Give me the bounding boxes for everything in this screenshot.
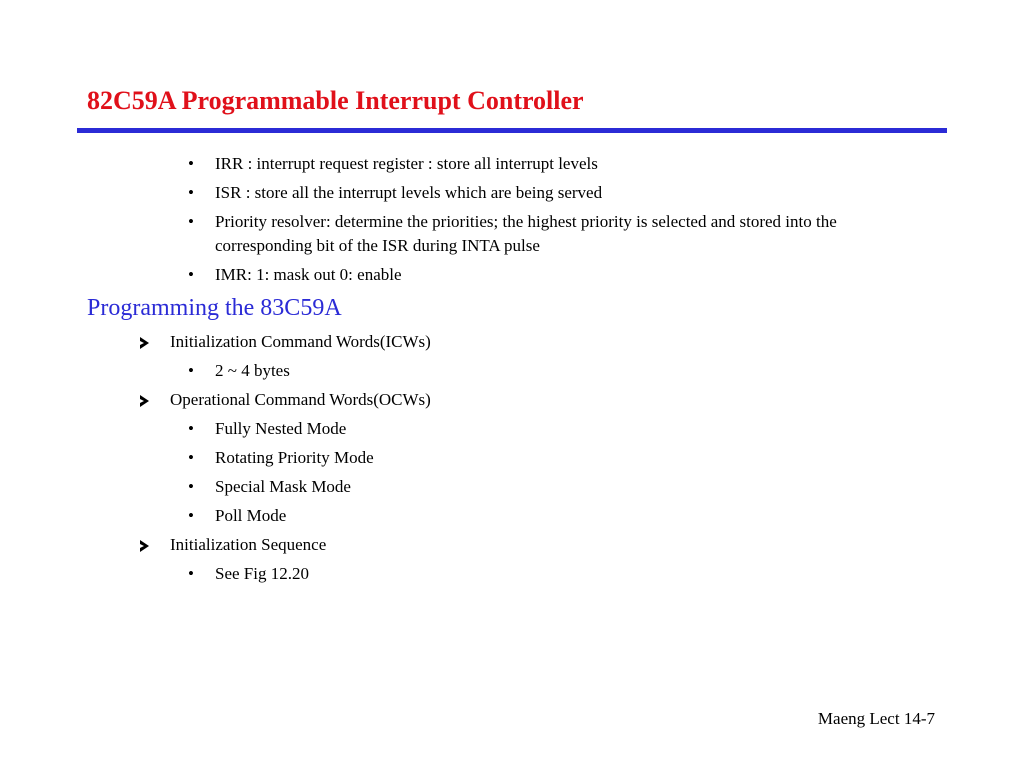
programming-outline [140,330,840,591]
bullet-dot-icon: • [188,477,194,496]
bullet-dot-icon: • [188,419,194,438]
outline-subitem [140,562,840,591]
slide-footer: Maeng Lect 14-7 [817,709,935,728]
outline-subitem [140,504,840,533]
bullet-dot-icon: • [188,506,194,525]
register-bullet-list [188,152,938,292]
outline-subitem-text: 2 ~ 4 bytes [215,361,290,380]
outline-label: Initialization Sequence [170,535,327,554]
outline-subitem [140,475,840,504]
section-heading: Programming the 83C59A [87,295,342,321]
bullet-dot-icon: • [188,154,194,173]
bullet-text: IRR : interrupt request register : store all interrupt levels [215,154,598,173]
bullet-text: IMR: 1: mask out 0: enable [215,265,402,284]
bullet-dot-icon: • [188,361,194,380]
outline-label: Initialization Command Words(ICWs) [170,332,431,351]
outline-subitem-text: Poll Mode [215,506,287,525]
outline-subitem [140,417,840,446]
arrow-bullet-icon [140,337,149,349]
arrow-bullet-icon [140,540,149,552]
title-divider [77,128,947,133]
outline-subitem-text: Fully Nested Mode [215,419,347,438]
bullet-dot-icon: • [188,564,194,583]
outline-subitem-text: Special Mask Mode [215,477,351,496]
outline-item [140,388,840,417]
bullet-item [188,181,938,205]
outline-item [140,533,840,562]
bullet-item [188,210,938,258]
outline-subitem [140,359,840,388]
outline-subitem-text: See Fig 12.20 [215,564,309,583]
outline-item [140,330,840,359]
outline-subitem-text: Rotating Priority Mode [215,448,374,467]
bullet-text: ISR : store all the interrupt levels which are being served [215,183,603,202]
bullet-item [188,152,938,176]
bullet-item [188,263,938,287]
bullet-dot-icon: • [188,183,194,202]
bullet-dot-icon: • [188,212,194,231]
slide-title: 82C59A Programmable Interrupt Controller [87,86,584,115]
bullet-text: Priority resolver: determine the priorities; the highest priority is selected and stored into the corresponding bit of the ISR during INTA pulse [215,212,837,255]
outline-label: Operational Command Words(OCWs) [170,390,431,409]
outline-subitem [140,446,840,475]
bullet-dot-icon: • [188,265,194,284]
arrow-bullet-icon [140,395,149,407]
bullet-dot-icon: • [188,448,194,467]
